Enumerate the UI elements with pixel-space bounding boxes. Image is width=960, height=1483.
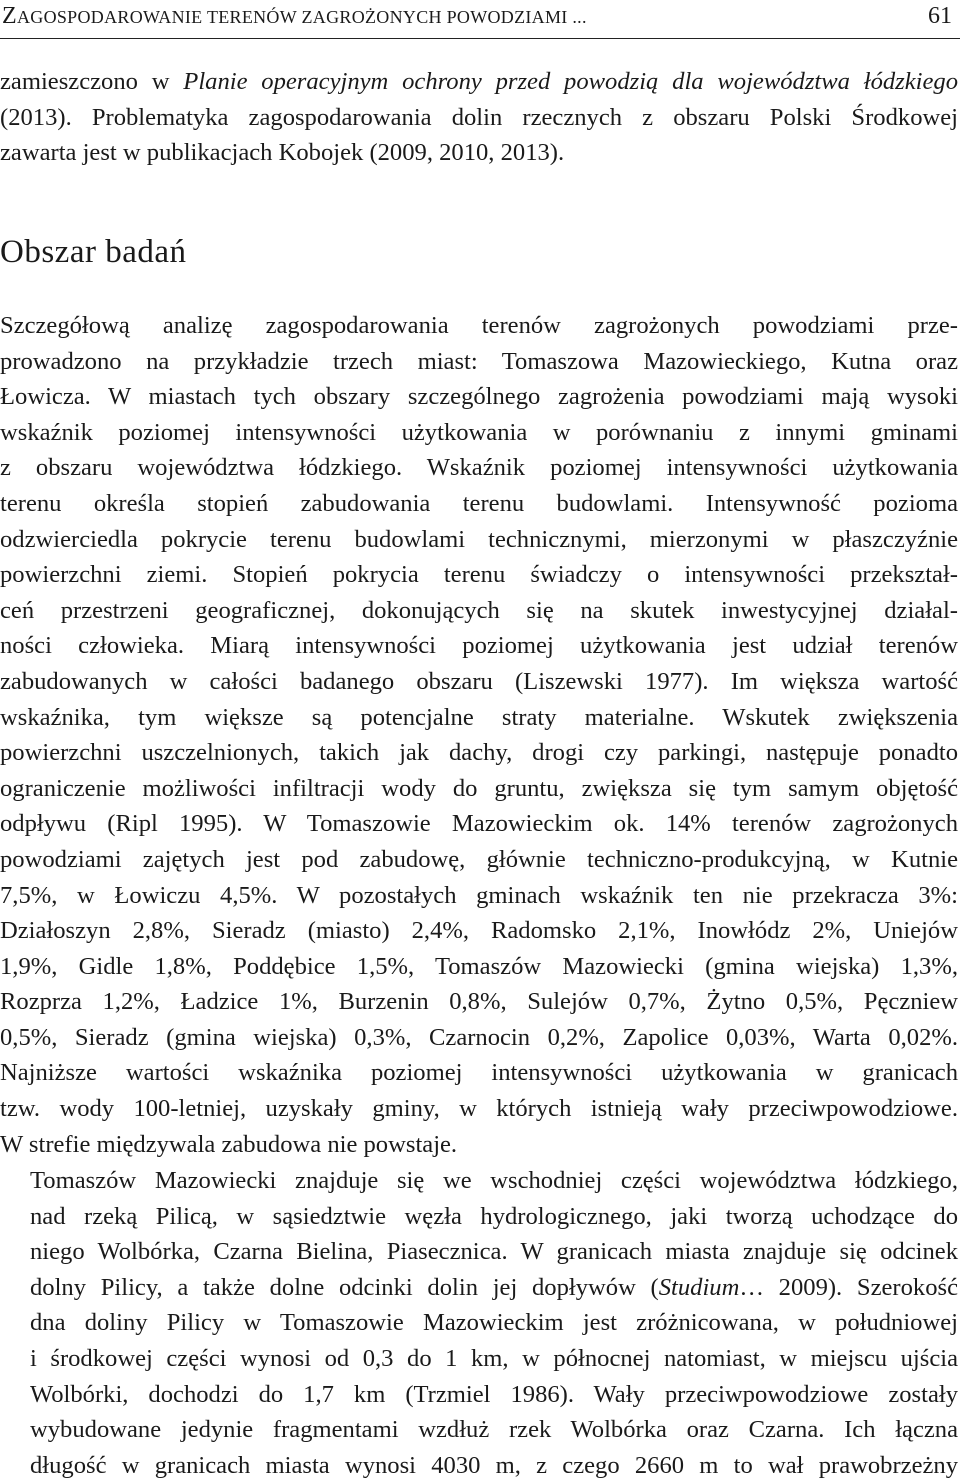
citation-italic: Studium [658,1273,740,1301]
text-line: 0,5%, Sieradz (gmina wiejska) 0,3%, Czarnocin 0,2%, Zapolice 0,03%, Warta 0,02%. [0,1023,958,1051]
page-header [0,0,960,39]
text-line: odpływu (Ripl 1995). W Tomaszowie Mazowieckim ok. 14% terenów zagrożonych [0,810,958,838]
text-line: ceń przestrzeni geograficznej, dokonujących się na skutek inwestycyjnej działal- [0,596,958,624]
text-line: wskaźnik poziomej intensywności użytkowania w porównaniu z innymi gminami [0,418,958,446]
text-line: nad rzeką Pilicą, w sąsiedztwie węzła hydrologicznego, jaki tworzą uchodzące do [30,1202,958,1230]
text-line: Wolbórki, dochodzi do 1,7 km (Trzmiel 1986). Wały przeciwpowodziowe zostały [30,1380,958,1408]
text-line: ograniczenie możliwości infiltracji wody do gruntu, zwiększa się tym samym objętość [0,774,958,802]
text-line: z obszaru województwa łódzkiego. Wskaźnik poziomej intensywności użytkowania [0,454,958,482]
text-line: dna doliny Pilicy w Tomaszowie Mazowieckim jest zróżnicowana, w południowej [30,1309,958,1337]
text-line: i środkowej części wynosi od 0,3 do 1 km, w północnej natomiast, w miejscu ujścia [30,1344,958,1372]
text-line: (2013). Problematyka zagospodarowania dolin rzecznych z obszaru Polski Środkowej [0,103,958,131]
text-line: zawarta jest w publikacjach Kobojek (2009, 2010, 2013). [0,139,565,167]
body-paragraph-2 [0,1163,958,1483]
text-line: odzwierciedla pokrycie terenu budowlami technicznymi, mierzonymi w płaszczyźnie [0,525,958,553]
text-line: Najniższe wartości wskaźnika poziomej intensywności użytkowania w granicach [0,1059,958,1087]
text-line: terenu określa stopień zabudowania terenu budowlami. Intensywność pozioma [0,489,958,517]
text-line: W strefie międzywala zabudowa nie powstaje. [0,1130,458,1158]
text-line: 7,5%, w Łowiczu 4,5%. W pozostałych gminach wskaźnik ten nie przekracza 3%: [0,881,958,909]
text-line: Łowicza. W miastach tych obszary szczególnego zagrożenia powodziami mają wysoki [0,383,958,411]
text-line: dolny Pilicy, a także dolne odcinki dolin jej dopływów (Studium… 2009). Szerokość [30,1273,958,1301]
page-number: 61 [928,3,952,29]
text-line: wybudowane jedynie fragmentami wzdłuż rzek Wolbórka oraz Czarna. Ich łączna [30,1416,958,1444]
text-line: tzw. wody 100-letniej, uzyskały gminy, w których istnieją wały przeciwpowodziowe. [0,1095,958,1123]
document-title-italic: Planie operacyjnym ochrony przed powodzią dla województwa łódzkiego [183,68,958,95]
text-line: zabudowanych w całości badanego obszaru (Liszewski 1977). Im większa wartość [0,667,958,695]
text-line: wskaźnika, tym większe są potencjalne straty materialne. Wskutek zwiększenia [0,703,958,731]
text-line: Szczegółową analizę zagospodarowania terenów zagrożonych powodziami prze- [0,312,958,339]
text-line: prowadzono na przykładzie trzech miast: Tomaszowa Mazowieckiego, Kutna oraz [0,347,958,375]
text-line: Działoszyn 2,8%, Sieradz (miasto) 2,4%, Radomsko 2,1%, Inowłódz 2%, Uniejów [0,917,958,945]
text-line: zamieszczono w Planie operacyjnym ochrony przed powodzią dla województwa łódzkiego [0,68,958,95]
text-line: ności człowieka. Miarą intensywności poziomej użytkowania jest udział terenów [0,632,958,660]
text-line: długość w granicach miasta wynosi 4030 m, z czego 2660 m to wał prawobrzeżny [30,1451,958,1479]
body-paragraph-1 [0,308,958,1162]
text-line: powodziami zajętych jest pod zabudowę, głównie techniczno-produkcyjną, w Kutnie [0,845,958,873]
section-heading: Obszar badań [0,234,187,270]
running-title: ZAGOSPODAROWANIE TERENÓW ZAGROŻONYCH POWODZIAMI ... [2,3,587,29]
text-line: niego Wolbórka, Czarna Bielina, Piasecznica. W granicach miasta znajduje się odcinek [30,1238,958,1266]
text-line: Tomaszów Mazowiecki znajduje się we wschodniej części województwa łódzkiego, [30,1167,958,1194]
text-line: 1,9%, Gidle 1,8%, Poddębice 1,5%, Tomaszów Mazowiecki (gmina wiejska) 1,3%, [0,952,958,980]
lead-paragraph [0,64,958,171]
text-line: powierzchni ziemi. Stopień pokrycia terenu świadczy o intensywności przekształ- [0,561,958,589]
text-line: powierzchni uszczelnionych, takich jak dachy, drogi czy parkingi, następuje ponadto [0,739,958,767]
text-line: Rozprza 1,2%, Ładzice 1%, Burzenin 0,8%, Sulejów 0,7%, Żytno 0,5%, Pęczniew [0,988,958,1016]
